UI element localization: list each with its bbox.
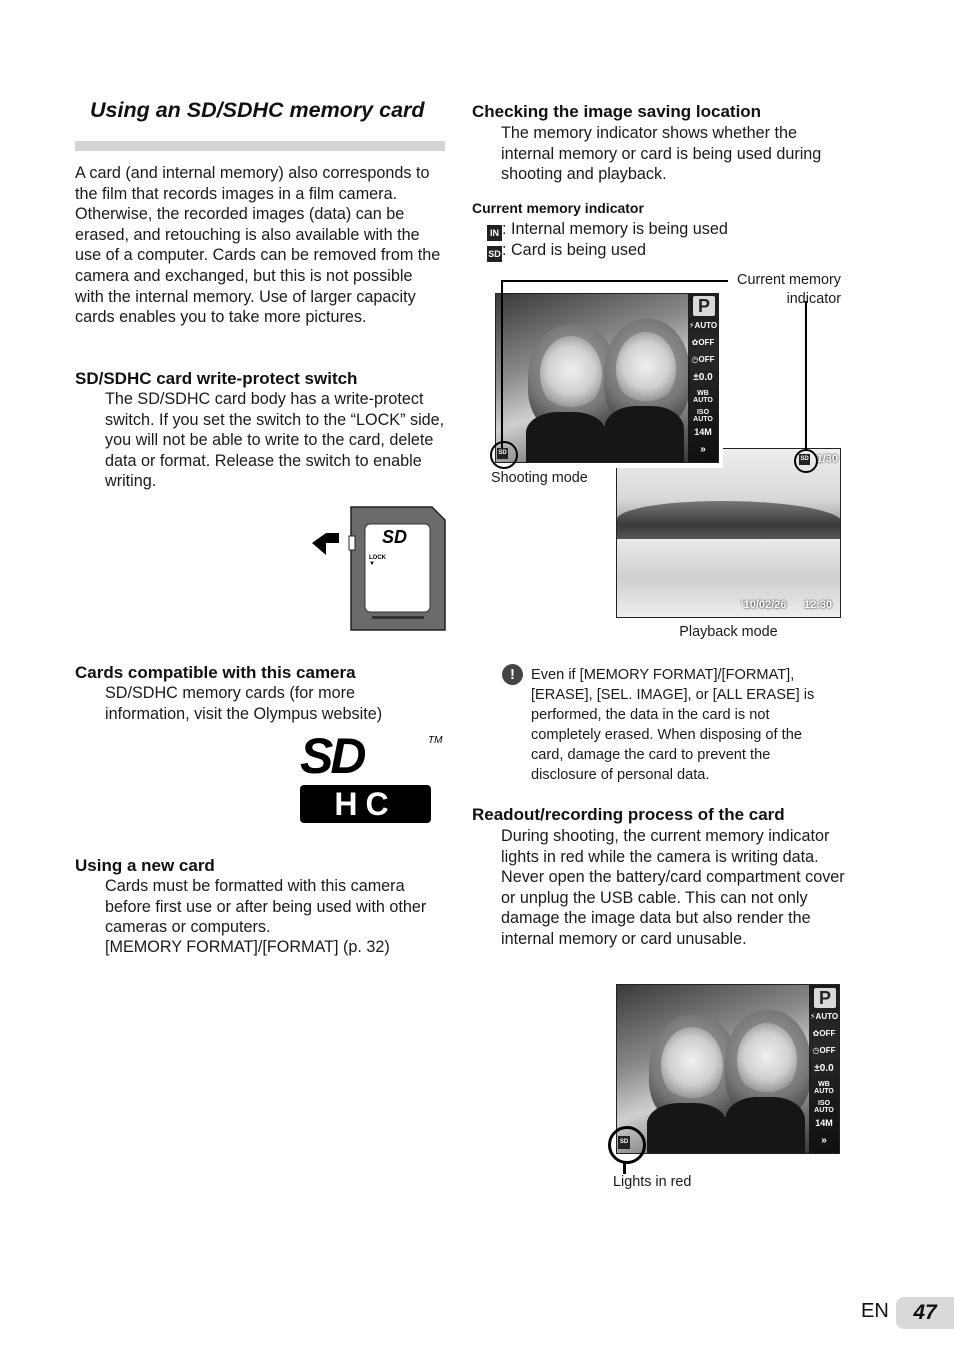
playback-island xyxy=(617,501,841,541)
menu-arrow-icon: » xyxy=(700,444,706,455)
sdhc-logo-bottom: HC xyxy=(300,785,431,823)
readout-panel-items xyxy=(809,1013,839,1150)
readout-screen xyxy=(616,984,840,1154)
macro-off-icon: ✿OFF xyxy=(691,338,715,347)
playback-date: '10/02/26 xyxy=(741,599,787,611)
card-memory-text: : Card is being used xyxy=(502,241,646,259)
self-timer-off-icon: ◷OFF xyxy=(691,355,715,364)
section-title: Using an SD/SDHC memory card xyxy=(90,98,425,122)
new-card-text: Cards must be formatted with this camera before first use or after being used with other cameras or computers. xyxy=(105,877,427,937)
readout-caption: Lights in red xyxy=(613,1174,692,1190)
indicator-heading: Current memory indicator xyxy=(472,200,644,216)
caution-icon: ! xyxy=(502,664,523,685)
compatible-heading: Cards compatible with this camera xyxy=(75,663,356,682)
callout-lines xyxy=(490,270,850,470)
readout-child-face-right xyxy=(737,1023,797,1097)
shooting-memory-icon: SD xyxy=(497,448,508,459)
internal-memory-icon: IN xyxy=(487,225,502,241)
readout-memory-icon: SD xyxy=(618,1136,630,1149)
readout-callout-line xyxy=(623,1163,626,1174)
readout-iso-auto-icon: ISO AUTO xyxy=(814,1100,834,1114)
shooting-caption: Shooting mode xyxy=(491,470,588,486)
compatible-text: SD/SDHC memory cards (for more information, visit the Olympus website) xyxy=(105,684,383,723)
write-protect-heading: SD/SDHC card write-protect switch xyxy=(75,369,358,388)
playback-memory-icon: SD xyxy=(799,454,810,465)
title-underline-bar xyxy=(75,141,445,151)
page-number: 47 xyxy=(896,1297,954,1329)
playback-time: 12:30 xyxy=(804,599,833,611)
readout-child-face-left xyxy=(661,1027,723,1103)
exposure-comp-value: ±0.0 xyxy=(693,372,713,383)
internal-memory-line xyxy=(487,219,728,241)
readout-macro-off-icon: ✿OFF xyxy=(812,1029,836,1038)
callout-line-1: Current memory xyxy=(737,272,841,288)
readout-menu-arrow-icon: » xyxy=(821,1135,827,1146)
card-memory-line xyxy=(487,240,646,262)
sdhc-logo-top: SD xyxy=(300,728,364,784)
sd-card-graphic xyxy=(312,505,447,631)
playback-screen xyxy=(616,448,841,618)
saving-location-text: The memory indicator shows whether the internal memory or card is being used during shooting and playback. xyxy=(501,124,822,184)
sdhc-logo xyxy=(298,728,448,827)
readout-mode-badge: P xyxy=(814,988,836,1008)
sd-card-logo: SD xyxy=(382,527,408,547)
shooting-mode-badge: P xyxy=(693,296,715,316)
readout-self-timer-off-icon: ◷OFF xyxy=(812,1046,836,1055)
readout-text: During shooting, the current memory indicator lights in red while the camera is writing data. Never open the battery/card compartment cover or unplug the USB cable. This can not only damage the image data but also render the internal memory or card unusable. xyxy=(501,827,845,948)
internal-memory-text: : Internal memory is being used xyxy=(502,220,728,238)
language-label: EN xyxy=(861,1300,889,1322)
write-protect-text: The SD/SDHC card body has a write-protect switch. If you set the switch to the “LOCK” side, you will not be able to write to the card, delete data or format. Release the switch to enable writing. xyxy=(105,390,445,491)
readout-exposure-comp-value: ±0.0 xyxy=(814,1063,834,1074)
notice-text: Even if [MEMORY FORMAT]/[FORMAT], [ERASE], [SEL. IMAGE], or [ALL ERASE] is performed, the data in the card is not completely erased. When disposing of the card, damage the card to prevent the disclosure of personal data. xyxy=(531,667,815,783)
readout-image-size-icon: 14M xyxy=(815,1118,833,1128)
readout-flash-auto-icon: ⚡AUTO xyxy=(809,1012,839,1021)
playback-counter: 1/30 xyxy=(816,453,838,465)
readout-heading: Readout/recording process of the card xyxy=(472,805,785,824)
new-card-ref: [MEMORY FORMAT]/[FORMAT] (p. 32) xyxy=(105,938,390,956)
flash-auto-icon: ⚡AUTO xyxy=(688,321,718,330)
image-size-icon: 14M xyxy=(694,427,712,437)
new-card-heading: Using a new card xyxy=(75,856,215,875)
lock-label: LOCK xyxy=(369,555,386,561)
playback-caption: Playback mode xyxy=(679,624,778,640)
trademark-mark: TM xyxy=(428,735,443,746)
callout-line-2: indicator xyxy=(786,291,841,307)
lock-arrow-icon: ▼ xyxy=(369,561,375,567)
wb-auto-icon: WB AUTO xyxy=(693,390,713,404)
readout-wb-auto-icon: WB AUTO xyxy=(814,1081,834,1095)
saving-location-heading: Checking the image saving location xyxy=(472,102,762,121)
intro-paragraph: A card (and internal memory) also corresponds to the film that records images in a film camera. Otherwise, the recorded images (data) can be erased, and retouching is also available with the use of a computer. Cards can be removed from the camera and exchanged, but this is not possible with the internal memory. Use of larger capacity cards enables you to take more pictures. xyxy=(75,164,441,327)
iso-auto-icon: ISO AUTO xyxy=(693,409,713,423)
card-memory-icon: SD xyxy=(487,246,502,262)
sd-card-illustration xyxy=(312,505,447,631)
